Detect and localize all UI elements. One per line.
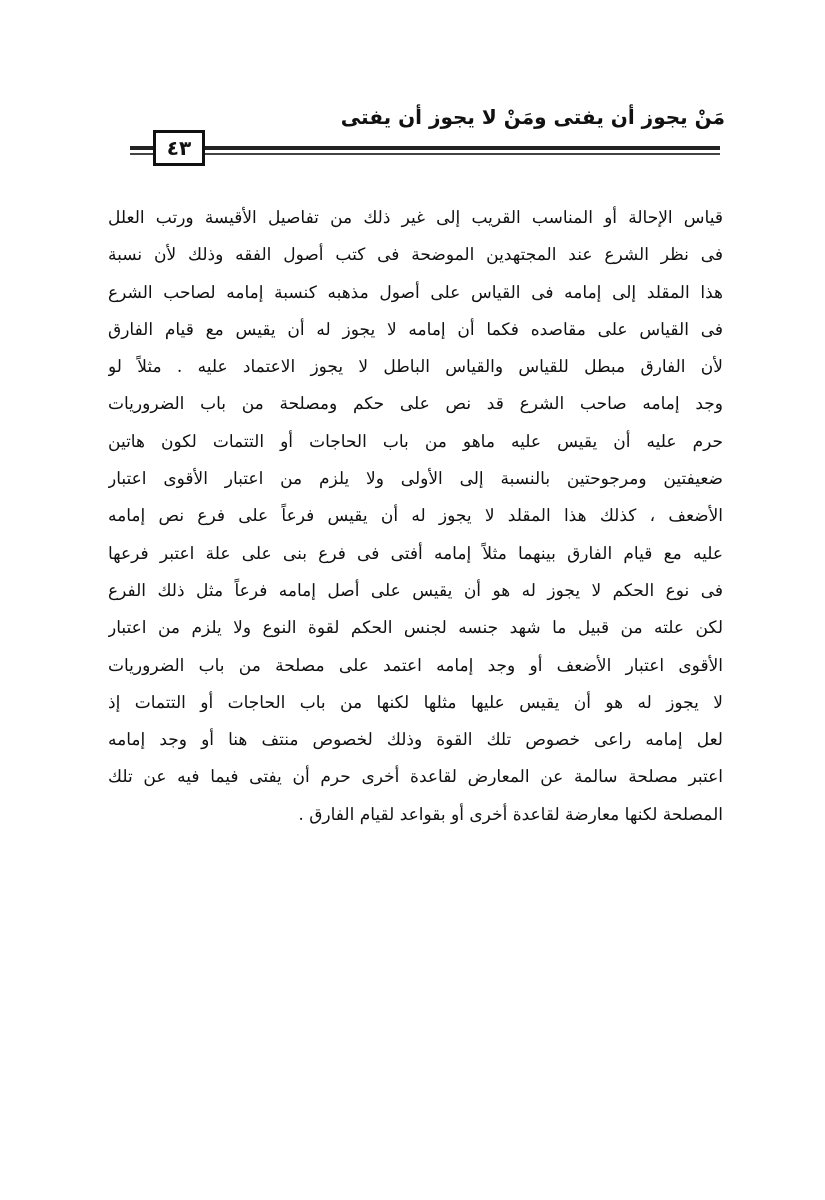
running-header-title: مَنْ يجوز أن يفتى ومَنْ لا يجوز أن يفتى [340, 105, 725, 129]
text-line: لعل إمامه راعى خصوص تلك القوة وذلك لخصوص منتف هنا أو وجد إمامه [108, 730, 723, 751]
text-line: لكن علته من قبيل ما شهد جنسه لجنس الحكم لقوة النوع ولا يلزم من اعتبار [108, 618, 723, 639]
text-line: قياس الإحالة أو المناسب القريب إلى غير ذلك من تفاصيل الأقيسة ورتب العلل [108, 208, 723, 228]
page-number: ٤٣ [153, 130, 205, 166]
text-line: ضعيفتين ومرجوحتين بالنسبة إلى الأولى ولا يلزم من اعتبار الأقوى اعتبار [108, 469, 723, 490]
text-line: وجد إمامه صاحب الشرع قد نص على حكم ومصلحة من باب الضروريات [108, 394, 723, 415]
header-rule-thick [130, 146, 720, 150]
text-line: عليه مع قيام الفارق بينهما مثلاً إمامه أفتى فى فرع بنى على علة اعتبر فرعها [108, 543, 723, 564]
text-line: حرم عليه أن يقيس عليه ماهو من باب الحاجات أو التتمات لكون هاتين [108, 431, 723, 452]
text-line: لأن الفارق مبطل للقياس والقياس الباطل لا يجوز الاعتماد عليه . مثلاً لو [108, 357, 723, 378]
text-line: فى نوع الحكم لا يجوز له هو أن يقيس على أصل إمامه فرعاً مثل ذلك الفرع [108, 580, 723, 601]
text-line: فى نظر الشرع عند المجتهدين الموضحة فى كتب أصول الفقه وذلك لأن نسبة [108, 245, 723, 266]
text-line: فى القياس على مقاصده فكما أن إمامه لا يجوز له أن يقيس مع قيام الفارق [108, 319, 723, 340]
text-line: الأقوى اعتبار الأضعف أو وجد إمامه اعتمد على مصلحة من باب الضروريات [108, 655, 723, 676]
body-text [108, 200, 723, 834]
text-line: المصلحة لكنها معارضة لقاعدة أخرى أو بقواعد لقيام الفارق . [298, 804, 723, 825]
text-line: الأضعف ، كذلك هذا المقلد لا يجوز له أن يقيس فرعاً على فرع نص إمامه [108, 506, 723, 527]
text-line: هذا المقلد إلى إمامه فى القياس على أصول مذهبه كنسبة إمامه لصاحب الشرع [108, 282, 723, 303]
text-line: لا يجوز له هو أن يقيس عليها مثلها لكنها من باب الحاجات أو التتمات إذ [108, 692, 723, 713]
header-rule-thin [130, 153, 720, 155]
text-line: اعتبر مصلحة سالمة عن المعارض لقاعدة أخرى حرم أن يفتى فيما فيه عن تلك [108, 767, 723, 788]
